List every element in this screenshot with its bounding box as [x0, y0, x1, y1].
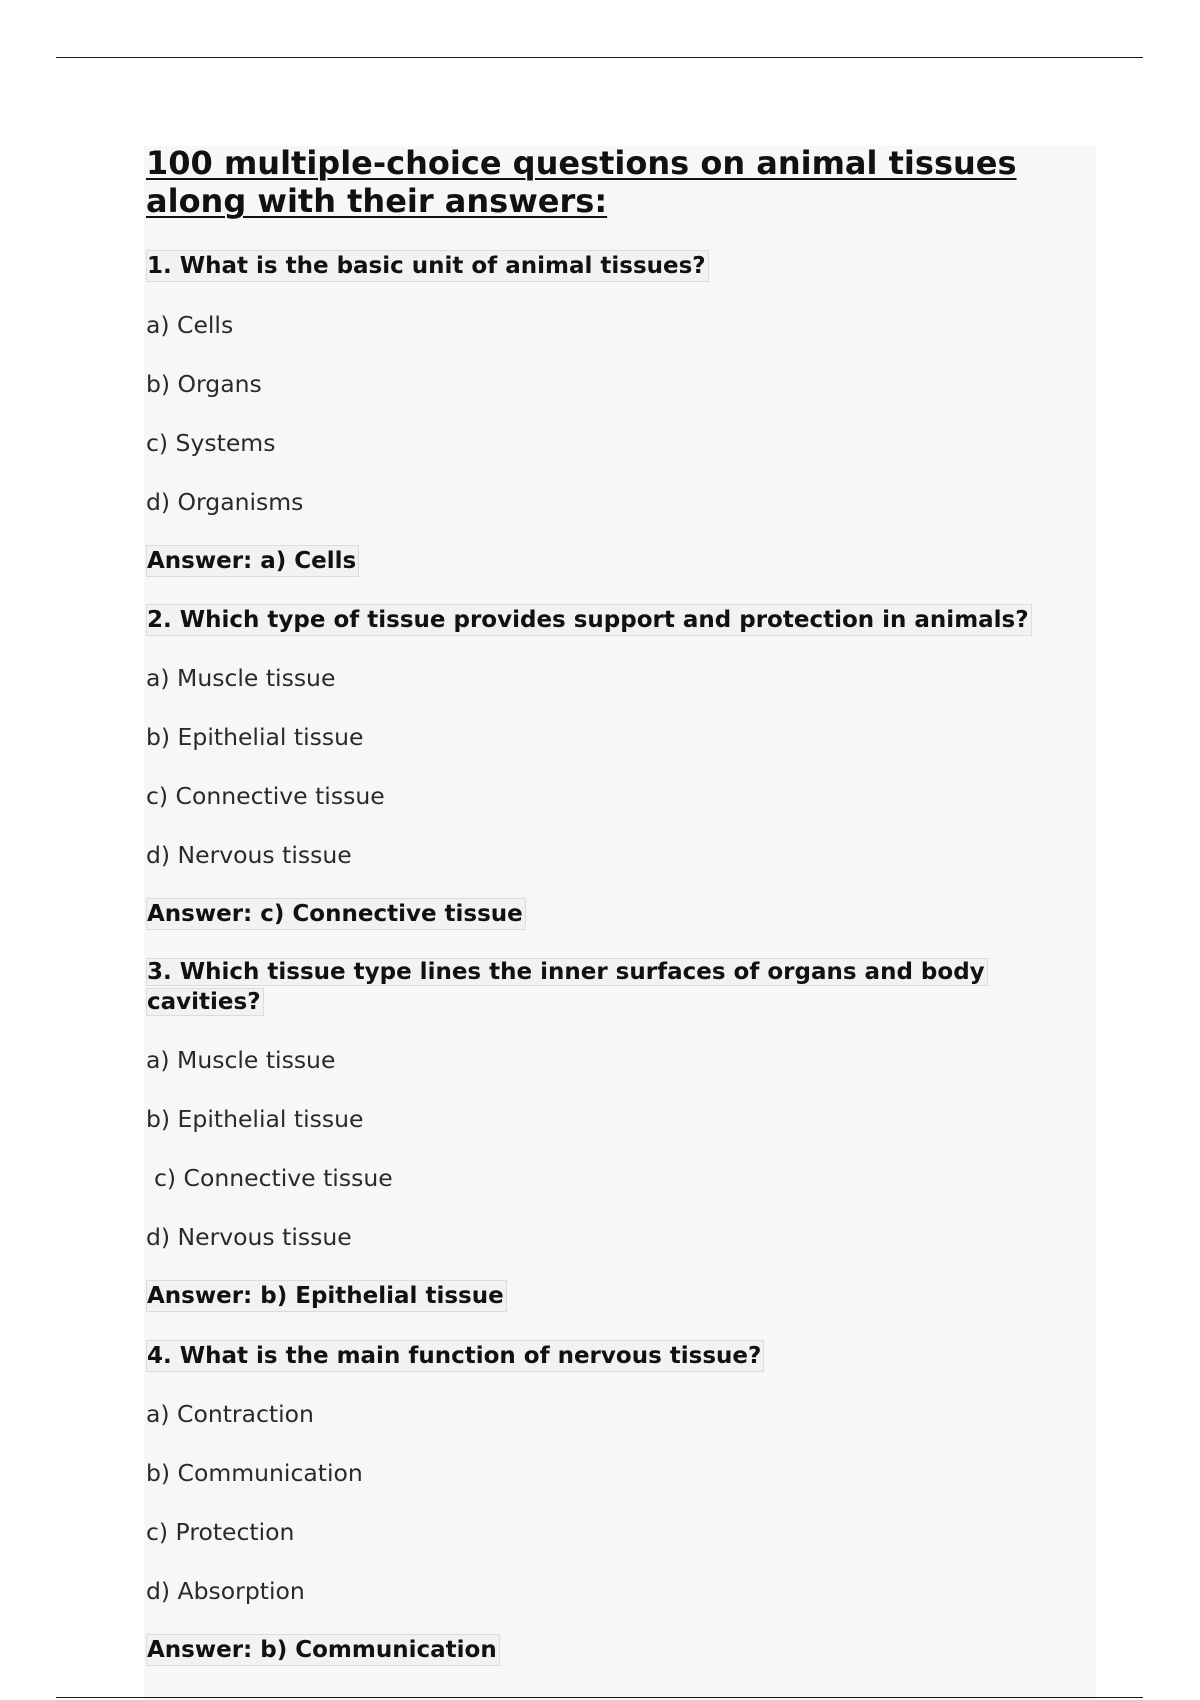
top-rule: [56, 57, 1143, 58]
question-3-option-b: b) Epithelial tissue: [146, 1105, 364, 1133]
question-3: [146, 957, 1038, 1017]
page-title: 100 multiple-choice questions on animal tissues along with their answers:: [146, 144, 1017, 220]
question-1-option-a: a) Cells: [146, 311, 234, 339]
question-4-option-a: a) Contraction: [146, 1400, 314, 1428]
question-4: 4. What is the main function of nervous tissue?: [146, 1340, 764, 1372]
question-3-option-d: d) Nervous tissue: [146, 1223, 352, 1251]
question-4-option-c: c) Protection: [146, 1518, 295, 1546]
question-1-option-b: b) Organs: [146, 370, 262, 398]
bottom-rule: [56, 1697, 1143, 1698]
question-3-text: 3. Which tissue type lines the inner surfaces of organs and body cavities?: [146, 958, 988, 1016]
question-3-option-a: a) Muscle tissue: [146, 1046, 336, 1074]
question-4-answer: Answer: b) Communication: [146, 1634, 500, 1666]
question-3-option-c: c) Connective tissue: [154, 1164, 393, 1192]
question-1-option-c: c) Systems: [146, 429, 276, 457]
question-3-answer: Answer: b) Epithelial tissue: [146, 1280, 507, 1312]
question-4-option-d: d) Absorption: [146, 1577, 305, 1605]
question-1-option-d: d) Organisms: [146, 488, 304, 516]
question-2-option-b: b) Epithelial tissue: [146, 723, 364, 751]
question-2-option-c: c) Connective tissue: [146, 782, 385, 810]
question-1-answer: Answer: a) Cells: [146, 545, 359, 577]
question-2: 2. Which type of tissue provides support and protection in animals?: [146, 604, 1032, 636]
question-4-option-b: b) Communication: [146, 1459, 363, 1487]
question-2-option-d: d) Nervous tissue: [146, 841, 352, 869]
question-2-answer: Answer: c) Connective tissue: [146, 898, 526, 930]
question-2-option-a: a) Muscle tissue: [146, 664, 336, 692]
question-1: 1. What is the basic unit of animal tissues?: [146, 250, 709, 282]
